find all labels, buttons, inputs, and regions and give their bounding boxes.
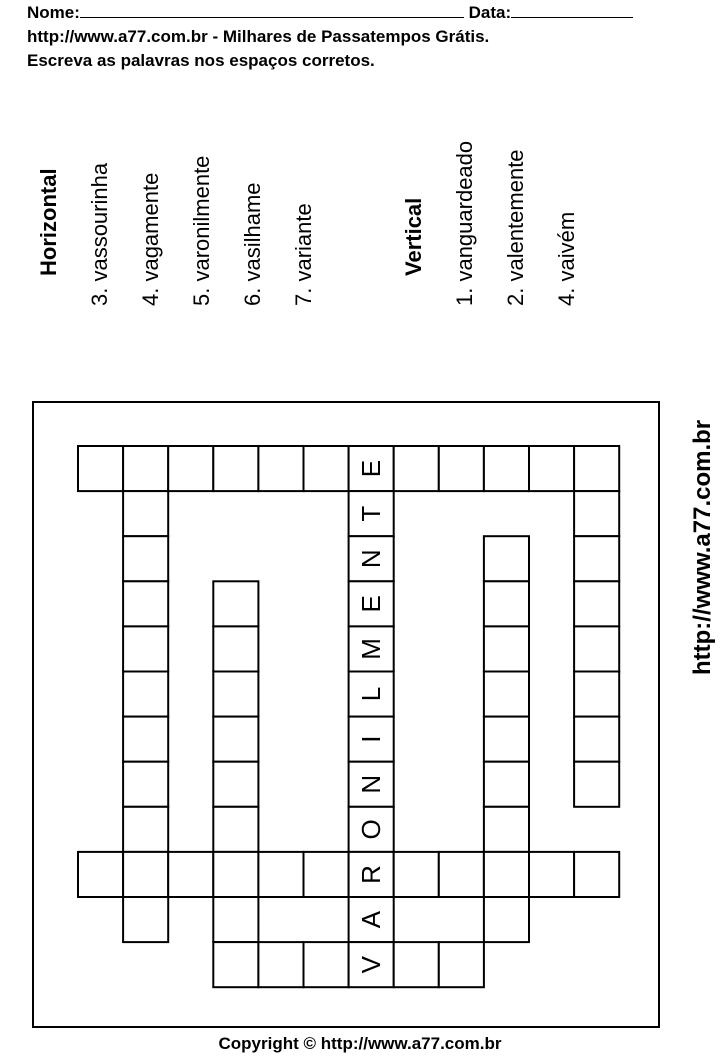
grid-cell[interactable]	[213, 942, 258, 987]
grid-letter: R	[356, 865, 387, 884]
grid-cell[interactable]	[484, 717, 529, 762]
grid-cell[interactable]	[439, 852, 484, 897]
grid-cell[interactable]	[213, 807, 258, 852]
grid-cell[interactable]	[574, 626, 619, 671]
grid-letter: I	[356, 735, 387, 743]
grid-letter: A	[356, 910, 387, 929]
grid-cell[interactable]	[304, 852, 349, 897]
grid-cell[interactable]	[213, 717, 258, 762]
grid-cell[interactable]	[484, 852, 529, 897]
grid-letter: V	[356, 955, 387, 974]
vertical-clue: 2. valentemente	[503, 149, 528, 306]
side-url: http://www.a77.com.br	[689, 419, 716, 675]
grid-letter: E	[356, 459, 387, 478]
vertical-heading: Vertical	[401, 197, 426, 276]
horizontal-clue: 5. varonilmente	[189, 155, 214, 306]
grid-letter: N	[356, 549, 387, 569]
horizontal-clue: 3. vassourinha	[87, 162, 112, 306]
grid-cell[interactable]	[213, 672, 258, 717]
grid-cell[interactable]	[439, 446, 484, 491]
grid-cell[interactable]	[123, 491, 168, 536]
grid-cell[interactable]	[123, 626, 168, 671]
grid-cell[interactable]	[574, 762, 619, 807]
grid-cell[interactable]	[484, 762, 529, 807]
grid-cell[interactable]	[304, 942, 349, 987]
grid-cell[interactable]	[213, 762, 258, 807]
name-label: Nome:	[27, 3, 80, 22]
grid-cell[interactable]	[78, 852, 123, 897]
grid-letter: L	[356, 686, 387, 702]
grid-cell[interactable]	[213, 852, 258, 897]
grid-cell[interactable]	[484, 536, 529, 581]
grid-letter: E	[356, 595, 387, 613]
grid-cell[interactable]	[574, 536, 619, 581]
vertical-clue: 1. vanguardeado	[452, 140, 477, 306]
grid-cell[interactable]	[258, 942, 303, 987]
grid-cell[interactable]	[123, 762, 168, 807]
date-label: Data:	[468, 3, 512, 22]
grid-cell[interactable]	[484, 807, 529, 852]
grid-cell[interactable]	[168, 446, 213, 491]
instruction-text: Escreva as palavras nos espaços corretos.	[27, 51, 375, 70]
grid-cell[interactable]	[123, 672, 168, 717]
grid-cell[interactable]	[304, 446, 349, 491]
grid-cell[interactable]	[213, 581, 258, 626]
grid-cell[interactable]	[529, 446, 574, 491]
grid-letter: M	[356, 638, 387, 660]
grid-cell[interactable]	[123, 717, 168, 762]
grid-cell[interactable]	[574, 717, 619, 762]
grid-cell[interactable]	[123, 807, 168, 852]
grid-cell[interactable]	[574, 852, 619, 897]
site-line: http://www.a77.com.br - Milhares de Passatempos Grátis.	[27, 27, 490, 46]
vertical-clue: 4. vaivém	[554, 211, 579, 306]
grid-cell[interactable]	[574, 672, 619, 717]
grid-cell[interactable]	[258, 852, 303, 897]
grid-cell[interactable]	[123, 897, 168, 942]
grid-cell[interactable]	[394, 446, 439, 491]
horizontal-heading: Horizontal	[36, 168, 61, 276]
grid-letter: O	[356, 819, 387, 840]
grid-letter: N	[356, 774, 387, 794]
grid-cell[interactable]	[529, 852, 574, 897]
grid-cell[interactable]	[394, 942, 439, 987]
horizontal-clue: 4. vagamente	[138, 172, 163, 306]
grid-cell[interactable]	[574, 491, 619, 536]
horizontal-clue: 6. vasilhame	[240, 182, 265, 306]
grid-cell[interactable]	[574, 581, 619, 626]
grid-cell[interactable]	[484, 626, 529, 671]
grid-cell[interactable]	[439, 942, 484, 987]
grid-cell[interactable]	[484, 446, 529, 491]
grid-cell[interactable]	[123, 581, 168, 626]
grid-cell[interactable]	[484, 672, 529, 717]
grid-cell[interactable]	[123, 446, 168, 491]
grid-cell[interactable]	[213, 446, 258, 491]
grid-cell[interactable]	[258, 446, 303, 491]
grid-cell[interactable]	[213, 897, 258, 942]
grid-cell[interactable]	[123, 852, 168, 897]
grid-cell[interactable]	[213, 626, 258, 671]
grid-cell[interactable]	[123, 536, 168, 581]
grid-cell[interactable]	[78, 446, 123, 491]
grid-cell[interactable]	[484, 581, 529, 626]
grid-cell[interactable]	[484, 897, 529, 942]
grid-cell[interactable]	[168, 852, 213, 897]
copyright-footer: Copyright © http://www.a77.com.br	[218, 1034, 502, 1053]
grid-cell[interactable]	[394, 852, 439, 897]
horizontal-clue: 7. variante	[291, 203, 316, 306]
grid-cell[interactable]	[574, 446, 619, 491]
grid-letter: T	[356, 505, 387, 522]
